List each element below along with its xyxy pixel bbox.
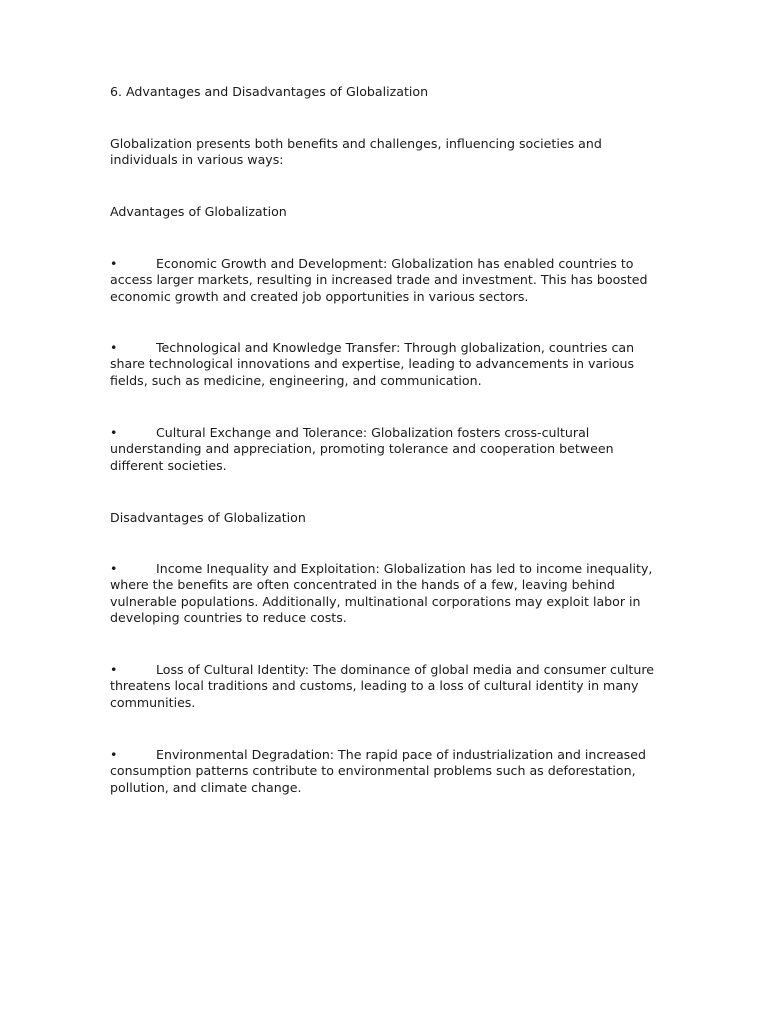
bullet-marker: •: [110, 340, 118, 355]
list-item: [110, 425, 670, 474]
list-item: [110, 256, 670, 305]
list-item-text: Cultural Exchange and Tolerance: Globalization fosters cross-cultural understanding and appreciation, promoting tolerance and cooperation between different societies.: [110, 425, 614, 473]
bullet-marker: •: [110, 256, 118, 271]
list-item: [110, 662, 670, 711]
bullet-marker: •: [110, 561, 118, 576]
list-item-text: Technological and Knowledge Transfer: Through globalization, countries can share technological innovations and expertise, leading to advancements in various fields, such as medicine, engineering, and communication.: [110, 340, 635, 388]
bullet-marker: •: [110, 662, 118, 677]
list-item: [110, 561, 670, 627]
bullet-marker: •: [110, 425, 118, 440]
disadvantages-title: Disadvantages of Globalization: [110, 510, 306, 525]
intro-paragraph: Globalization presents both benefits and challenges, influencing societies and individuals in various ways:: [110, 136, 602, 168]
list-item: [110, 340, 670, 389]
page-heading: 6. Advantages and Disadvantages of Globalization: [110, 84, 429, 99]
list-item: [110, 747, 670, 796]
list-item-text: Loss of Cultural Identity: The dominance of global media and consumer culture threatens local traditions and customs, leading to a loss of cultural identity in many communities.: [110, 662, 655, 710]
advantages-title: Advantages of Globalization: [110, 204, 287, 219]
list-item-text: Income Inequality and Exploitation: Globalization has led to income inequality, where the benefits are often concentrated in the hands of a few, leaving behind vulnerable populations. Additionally, multinational corporations may exploit labor in developing countries to reduce costs.: [110, 561, 653, 626]
bullet-marker: •: [110, 747, 118, 762]
list-item-text: Economic Growth and Development: Globalization has enabled countries to access larger markets, resulting in increased trade and investment. This has boosted economic growth and created job opportunities in various sectors.: [110, 256, 648, 304]
list-item-text: Environmental Degradation: The rapid pace of industrialization and increased consumption patterns contribute to environmental problems such as deforestation, pollution, and climate change.: [110, 747, 646, 795]
